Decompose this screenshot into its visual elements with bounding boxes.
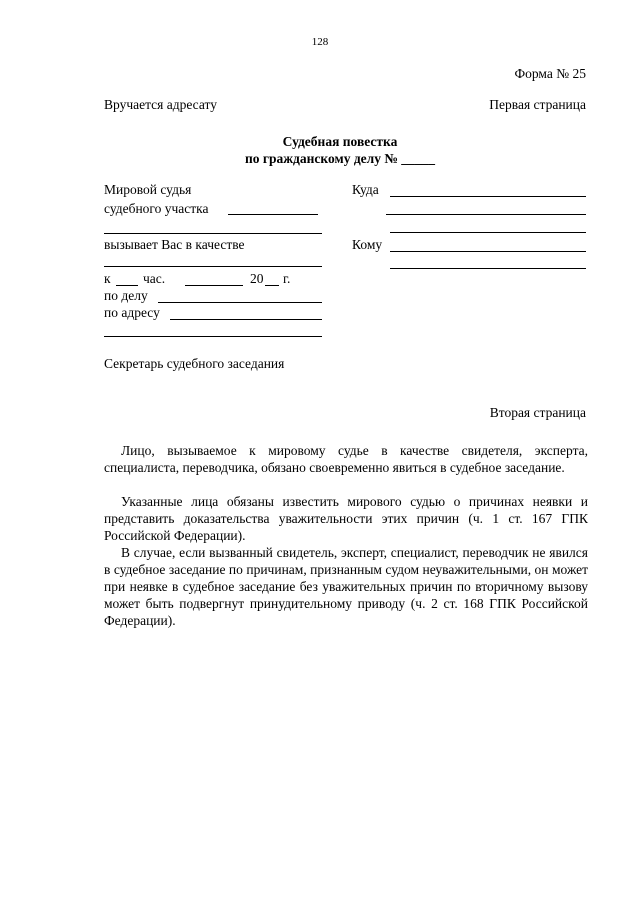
year-prefix: 20	[250, 271, 264, 286]
judge-label: Мировой судья	[104, 182, 192, 197]
case-label: по делу	[104, 288, 148, 303]
hour-blank	[116, 285, 138, 286]
document-title: Судебная повестка	[282, 134, 398, 149]
paragraph-3: В случае, если вызванный свидетель, эксперт, специалист, переводчик не явился в судебное заседание по причинам, признанным судом неуважительными, он может при неявке в судебное заседание без уважительных причин по вторичному вызову может быть подвергнут принудительному приводу (ч. 2 ст. 168 ГПК Российской Федерации).	[104, 545, 588, 628]
blank-line	[104, 233, 322, 234]
first-page-label: Первая страница	[489, 97, 586, 112]
paragraph-1: Лицо, вызываемое к мировому судье в качестве свидетеля, эксперта, специалиста, переводчика, обязано своевременно явиться в судебное заседание.	[104, 443, 588, 475]
summons-as-label: вызывает Вас в качестве	[104, 237, 245, 252]
district-blank	[228, 214, 318, 215]
where-label: Куда	[352, 182, 379, 197]
to-whom-blank-2	[390, 268, 586, 269]
page-number: 128	[311, 36, 329, 48]
blank-line	[104, 266, 322, 267]
address-blank	[170, 319, 322, 320]
paragraph-2: Указанные лица обязаны известить мирового судью о причинах неявки и представить доказательства уважительности этих причин (ч. 1 ст. 167 ГПК Российской Федерации).	[104, 494, 588, 543]
blank-line	[104, 336, 322, 337]
secretary-label: Секретарь судебного заседания	[104, 356, 285, 371]
year-suffix: г.	[283, 271, 291, 286]
hour-label: час.	[143, 271, 166, 286]
form-number: Форма № 25	[514, 66, 586, 81]
year-blank	[265, 285, 279, 286]
date-blank	[185, 285, 243, 286]
address-label: по адресу	[104, 305, 160, 320]
time-prefix: к	[104, 271, 111, 286]
to-whom-blank	[390, 251, 586, 252]
where-blank	[390, 196, 586, 197]
delivered-to-label: Вручается адресату	[104, 97, 217, 112]
case-blank	[158, 302, 322, 303]
document-subtitle: по гражданскому делу № _____	[244, 151, 436, 166]
where-blank-3	[390, 232, 586, 233]
where-blank-2	[386, 214, 586, 215]
district-label: судебного участка	[104, 201, 209, 216]
to-whom-label: Кому	[352, 237, 383, 252]
second-page-label: Вторая страница	[489, 405, 586, 420]
